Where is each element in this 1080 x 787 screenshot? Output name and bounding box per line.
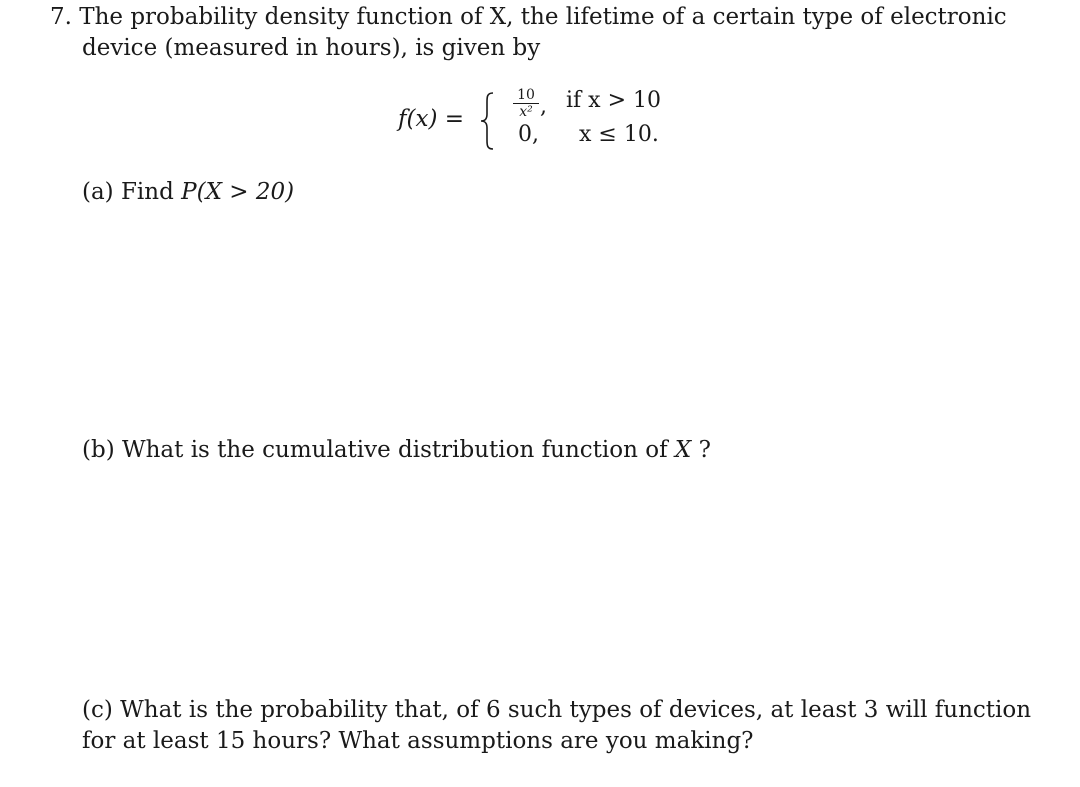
part-a-label: (a) Find (82, 179, 182, 205)
fraction-numerator: 10 (513, 88, 539, 104)
part-a (82, 177, 294, 207)
fraction-denominator: x² (519, 104, 533, 120)
part-a-expression: P(X > 20) (181, 179, 295, 205)
part-c-line-2: for at least 15 hours? What assumptions are you making? (82, 728, 754, 754)
part-b-end: ? (691, 437, 711, 463)
left-brace (480, 92, 496, 150)
case1-condition: if x > 10 (566, 88, 661, 113)
question-text-line-2: device (measured in hours), is given by (82, 35, 541, 61)
formula-lhs: f(x) = (398, 106, 465, 132)
part-b (82, 435, 711, 465)
case1-comma: , (540, 94, 547, 119)
question-text-line-1: 7. The probability density function of X, the lifetime of a certain type of electronic (50, 4, 1007, 30)
fraction-10-over-x-squared (513, 88, 539, 119)
part-c-line-1: (c) What is the probability that, of 6 such types of devices, at least 3 will function (82, 697, 1032, 723)
case2-value: 0, (518, 122, 539, 147)
case2-condition: x ≤ 10. (579, 122, 659, 147)
part-b-variable: X (674, 437, 692, 463)
pdf-formula (398, 86, 688, 156)
part-b-label: (b) What is the cumulative distribution function of (82, 437, 675, 463)
